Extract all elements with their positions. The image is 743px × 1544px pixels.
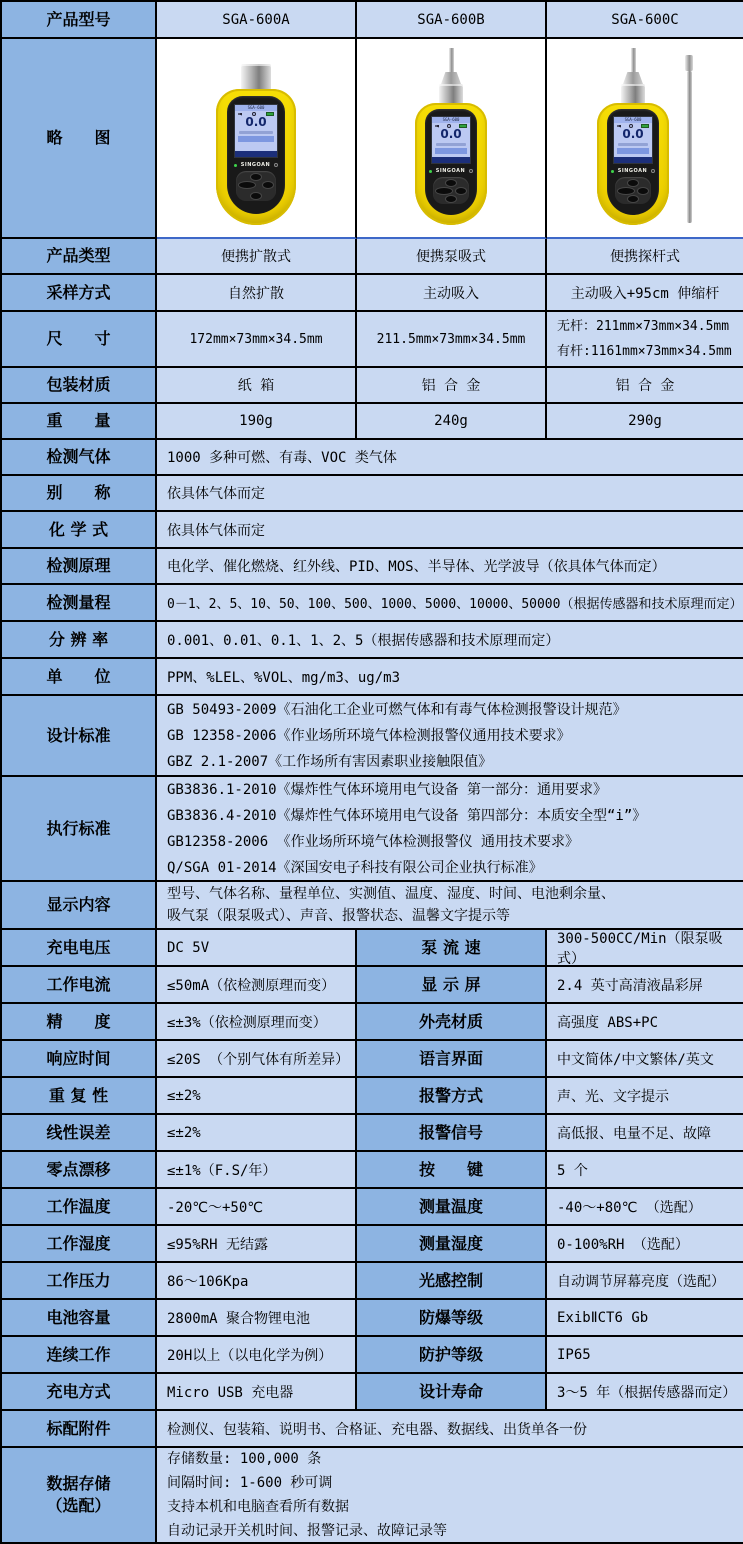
row-label-left: 零点漂移 [2, 1152, 157, 1189]
row-value-left: ≤95%RH 无结露 [157, 1226, 357, 1263]
product-photo-b [357, 39, 547, 239]
gas-detector-image [216, 64, 296, 225]
row-label-right: 光感控制 [357, 1263, 547, 1300]
row-value: 1000 多种可燃、有毒、VOC 类气体 [157, 440, 743, 476]
standard-line: GB 12358-2006《作业场所环境气体检测报警仪通用技术要求》 [167, 727, 571, 744]
row-label: 检测原理 [2, 549, 157, 585]
telescopic-probe-rod [685, 55, 693, 223]
spec-row-linearity-alarm-signal [2, 1115, 743, 1152]
device-front-panel [425, 109, 477, 215]
screen-title: SGA-600 [235, 105, 277, 111]
row-value-right: 0-100%RH （选配） [547, 1226, 743, 1263]
value-a: 便携扩散式 [157, 239, 357, 275]
row-label-right: 报警信号 [357, 1115, 547, 1152]
row-value-right: 2.4 英寸高清液晶彩屏 [547, 967, 743, 1004]
row-value: 依具体气体而定 [157, 512, 743, 549]
row-value [157, 696, 743, 777]
spec-row-dimensions [2, 312, 743, 368]
row-value-right: 高低报、电量不足、故障 [547, 1115, 743, 1152]
pump-probe [631, 48, 636, 72]
spec-row-weight [2, 404, 743, 440]
model-name-a: SGA-600A [157, 2, 357, 39]
row-label-left: 充电电压 [2, 930, 157, 967]
sketch-row [2, 39, 743, 239]
value-c: 290g [547, 404, 743, 440]
screen-info-line [618, 143, 648, 146]
row-label: 检测量程 [2, 585, 157, 622]
row-value-right: 300-500CC/Min（限泵吸式） [547, 930, 743, 967]
row-label [2, 1448, 157, 1544]
keypad [236, 171, 276, 201]
keypad [615, 177, 651, 204]
display-content-line: 型号、气体名称、量程单位、实测值、温度、湿度、时间、电池剩余量、 [167, 886, 615, 902]
spec-row-battery-explosion-proof [2, 1300, 743, 1337]
row-value-right: 中文简体/中文繁体/英文 [547, 1041, 743, 1078]
keypad-right-button [455, 187, 467, 195]
row-label-left: 工作温度 [2, 1189, 157, 1226]
row-value-left: 20H以上（以电化学为例） [157, 1337, 357, 1374]
row-label-left: 连续工作 [2, 1337, 157, 1374]
screen-reading: 0.0 [440, 127, 462, 141]
value-b: 主动吸入 [357, 275, 547, 312]
value-a: 172mm×73mm×34.5mm [157, 312, 357, 368]
row-value-right: ExibⅡCT6 Gb [547, 1300, 743, 1337]
status-led [429, 170, 432, 173]
sensor-cap [621, 84, 645, 104]
rod-shaft [687, 71, 692, 223]
probe-collar [623, 72, 643, 84]
row-label-right: 按 键 [357, 1152, 547, 1189]
row-label-left: 精 度 [2, 1004, 157, 1041]
row-label-right: 泵 流 速 [357, 930, 547, 967]
detector-with-rod [597, 48, 693, 225]
row-label: 执行标准 [2, 777, 157, 882]
row-value-right: -40～+80℃ （选配） [547, 1189, 743, 1226]
row-value-right: 3～5 年（根据传感器而定） [547, 1374, 743, 1411]
row-value: PPM、%LEL、%VOL、mg/m3、ug/m3 [157, 659, 743, 696]
screen-title: SGA-600 [614, 117, 652, 123]
screen-info-line [436, 143, 466, 146]
spec-row-repeatability-alarm-mode [2, 1078, 743, 1115]
spec-row-chemical-formula [2, 512, 743, 549]
row-label: 尺 寸 [2, 312, 157, 368]
row-label: 显示内容 [2, 882, 157, 930]
row-label-right: 语言界面 [357, 1041, 547, 1078]
row-value-left: ≤±2% [157, 1115, 357, 1152]
lcd-screen [431, 116, 471, 164]
row-label-right: 防爆等级 [357, 1300, 547, 1337]
status-led [611, 170, 614, 173]
keypad-left-button [238, 181, 256, 189]
keypad-up-button [445, 179, 457, 187]
screen-highlight-row [238, 136, 274, 142]
standard-line: GB12358-2006 《作业场所环境气体检测报警仪 通用技术要求》 [167, 833, 580, 850]
power-icon [469, 169, 473, 173]
device-front-panel [227, 96, 285, 214]
storage-label-line2: （选配） [46, 1496, 111, 1515]
gas-detector-image [597, 48, 669, 225]
row-label: 化 学 式 [2, 512, 157, 549]
row-label-right: 报警方式 [357, 1078, 547, 1115]
standard-line: GB3836.1-2010《爆炸性气体环境用电气设备 第一部分：通用要求》 [167, 781, 608, 798]
spec-row-zero-drift-keys [2, 1152, 743, 1189]
row-label-left: 工作电流 [2, 967, 157, 1004]
value-c [547, 312, 743, 368]
row-value-right: 5 个 [547, 1152, 743, 1189]
spec-row-continuous-work-protection [2, 1337, 743, 1374]
storage-line: 间隔时间: 1-600 秒可调 [167, 1475, 333, 1491]
keypad-right-button [262, 181, 274, 189]
row-label-left: 工作压力 [2, 1263, 157, 1300]
sensor-cap [241, 64, 271, 90]
screen-title: SGA-600 [432, 117, 470, 123]
keypad-left-button [617, 187, 635, 195]
row-label-right: 测量温度 [357, 1189, 547, 1226]
screen-reading: 0.0 [245, 115, 267, 129]
keypad-down-button [250, 192, 262, 200]
row-value-right: 声、光、文字提示 [547, 1078, 743, 1115]
row-value-left: 86～106Kpa [157, 1263, 357, 1300]
row-value-right: 自动调节屏幕亮度（选配） [547, 1263, 743, 1300]
row-label-right: 显 示 屏 [357, 967, 547, 1004]
standard-line: GB 50493-2009《石油化工企业可燃气体和有毒气体检测报警设计规范》 [167, 701, 627, 718]
keypad [433, 177, 469, 204]
spec-row-charging-voltage-pump-flow [2, 930, 743, 967]
spec-row-charging-method-design-life [2, 1374, 743, 1411]
lcd-screen [234, 104, 278, 158]
row-label: 重 量 [2, 404, 157, 440]
spec-row-working-pressure-light-control [2, 1263, 743, 1300]
device-body [216, 89, 296, 225]
row-value: 0－1、2、5、10、50、100、500、1000、5000、10000、50000（根据传感器和技术原理而定） [157, 585, 743, 622]
value-b: 240g [357, 404, 547, 440]
row-label: 单 位 [2, 659, 157, 696]
value-a: 自然扩散 [157, 275, 357, 312]
row-value-left: ≤±1%（F.S/年） [157, 1152, 357, 1189]
value-c: 铝 合 金 [547, 368, 743, 404]
spec-row-standard-accessories [2, 1411, 743, 1448]
screen-footer-bar [614, 157, 652, 163]
row-label-left: 重 复 性 [2, 1078, 157, 1115]
keypad-left-button [435, 187, 453, 195]
keypad-up-button [250, 173, 262, 181]
keypad-down-button [627, 195, 639, 203]
spec-row-executive-standards [2, 777, 743, 882]
product-photo-c [547, 39, 743, 239]
value-c: 主动吸入+95cm 伸缩杆 [547, 275, 743, 312]
model-name-b: SGA-600B [357, 2, 547, 39]
row-label: 产品类型 [2, 239, 157, 275]
value-a: 190g [157, 404, 357, 440]
header-label: 产品型号 [2, 2, 157, 39]
row-value [157, 882, 743, 930]
row-label-left: 电池容量 [2, 1300, 157, 1337]
row-value-left: 2800mA 聚合物锂电池 [157, 1300, 357, 1337]
screen-footer-bar [235, 151, 277, 157]
row-label: 标配附件 [2, 1411, 157, 1448]
screen-reading: 0.0 [622, 127, 644, 141]
brand-text: SINGOAN [435, 168, 466, 174]
value-b: 铝 合 金 [357, 368, 547, 404]
brand-text: SINGOAN [240, 162, 271, 168]
row-value-left: Micro USB 充电器 [157, 1374, 357, 1411]
spec-row-data-storage [2, 1448, 743, 1544]
device-body [415, 103, 487, 225]
row-value [157, 777, 743, 882]
row-value-left: ≤50mA（依检测原理而变） [157, 967, 357, 1004]
row-value-left: -20℃～+50℃ [157, 1189, 357, 1226]
storage-line: 自动记录开关机时间、报警记录、故障记录等 [167, 1523, 447, 1539]
brand-row [611, 168, 655, 174]
spec-row-product-type [2, 239, 743, 275]
spec-row-sampling-method [2, 275, 743, 312]
standard-line: GBZ 2.1-2007《工作场所有害因素职业接触限值》 [167, 753, 493, 770]
row-label-right: 设计寿命 [357, 1374, 547, 1411]
value-b: 211.5mm×73mm×34.5mm [357, 312, 547, 368]
spec-row-accuracy-housing [2, 1004, 743, 1041]
row-value-left: ≤20S （个别气体有所差异） [157, 1041, 357, 1078]
spec-row-working-current-display [2, 967, 743, 1004]
screen-info-line [239, 131, 273, 134]
power-icon [651, 169, 655, 173]
row-value-right: IP65 [547, 1337, 743, 1374]
storage-label-line1: 数据存储 [46, 1474, 111, 1493]
row-label: 别 称 [2, 476, 157, 512]
storage-line: 支持本机和电脑查看所有数据 [167, 1499, 349, 1515]
spec-row-alias [2, 476, 743, 512]
row-label-left: 响应时间 [2, 1041, 157, 1078]
product-photo-a [157, 39, 357, 239]
row-label-right: 防护等级 [357, 1337, 547, 1374]
pump-probe [449, 48, 454, 72]
row-label: 分 辨 率 [2, 622, 157, 659]
row-value-left: DC 5V [157, 930, 357, 967]
row-value-left: ≤±3%（依检测原理而变） [157, 1004, 357, 1041]
row-value-left: ≤±2% [157, 1078, 357, 1115]
row-value-right: 高强度 ABS+PC [547, 1004, 743, 1041]
row-value: 依具体气体而定 [157, 476, 743, 512]
dimension-with-rod: 有杆:1161mm×73mm×34.5mm [557, 344, 732, 359]
lcd-screen [613, 116, 653, 164]
power-icon [274, 163, 278, 167]
brand-text: SINGOAN [617, 168, 648, 174]
dimension-without-rod: 无杆：211mm×73mm×34.5mm [557, 319, 730, 334]
spec-row-detection-range [2, 585, 743, 622]
row-value [157, 1448, 743, 1544]
status-led [234, 164, 237, 167]
spec-row-detection-principle [2, 549, 743, 585]
screen-highlight-row [617, 148, 649, 154]
device-body [597, 103, 669, 225]
row-label-left: 充电方式 [2, 1374, 157, 1411]
row-label-right: 测量湿度 [357, 1226, 547, 1263]
spec-row-response-time-language [2, 1041, 743, 1078]
row-value: 0.001、0.01、0.1、1、2、5（根据传感器和技术原理而定） [157, 622, 743, 659]
standard-line: Q/SGA 01-2014《深国安电子科技有限公司企业执行标准》 [167, 859, 543, 876]
rod-tip [685, 55, 693, 71]
spec-row-detected-gas [2, 440, 743, 476]
display-content-line: 吸气泵（限泵吸式）、声音、报警状态、温馨文字提示等 [167, 908, 510, 924]
model-name-c: SGA-600C [547, 2, 743, 39]
keypad-down-button [445, 195, 457, 203]
keypad-right-button [637, 187, 649, 195]
row-value: 电化学、催化燃烧、红外线、PID、MOS、半导体、光学波导（依具体气体而定） [157, 549, 743, 585]
spec-row-units [2, 659, 743, 696]
header-row [2, 2, 743, 39]
row-label-right: 外壳材质 [357, 1004, 547, 1041]
sketch-label: 略 图 [2, 39, 157, 239]
standard-line: GB3836.4-2010《爆炸性气体环境用电气设备 第四部分：本质安全型“i”》 [167, 807, 647, 824]
spec-row-packaging [2, 368, 743, 404]
row-label: 包装材质 [2, 368, 157, 404]
storage-line: 存储数量: 100,000 条 [167, 1451, 322, 1467]
sensor-cap [439, 84, 463, 104]
brand-row [429, 168, 473, 174]
row-label: 检测气体 [2, 440, 157, 476]
spec-row-working-humidity-measuring-humidity [2, 1226, 743, 1263]
spec-row-design-standards [2, 696, 743, 777]
screen-highlight-row [435, 148, 467, 154]
brand-row [234, 162, 278, 168]
spec-row-resolution [2, 622, 743, 659]
row-label-left: 线性误差 [2, 1115, 157, 1152]
screen-footer-bar [432, 157, 470, 163]
spec-row-display-content [2, 882, 743, 930]
row-label: 采样方式 [2, 275, 157, 312]
device-front-panel [607, 109, 659, 215]
value-c: 便携探杆式 [547, 239, 743, 275]
probe-collar [441, 72, 461, 84]
keypad-up-button [627, 179, 639, 187]
row-value: 检测仪、包装箱、说明书、合格证、充电器、数据线、出货单各一份 [157, 1411, 743, 1448]
value-a: 纸 箱 [157, 368, 357, 404]
row-label: 设计标准 [2, 696, 157, 777]
gas-detector-image [415, 48, 487, 225]
row-label-left: 工作湿度 [2, 1226, 157, 1263]
spec-row-working-temp-measuring-temp [2, 1189, 743, 1226]
value-b: 便携泵吸式 [357, 239, 547, 275]
